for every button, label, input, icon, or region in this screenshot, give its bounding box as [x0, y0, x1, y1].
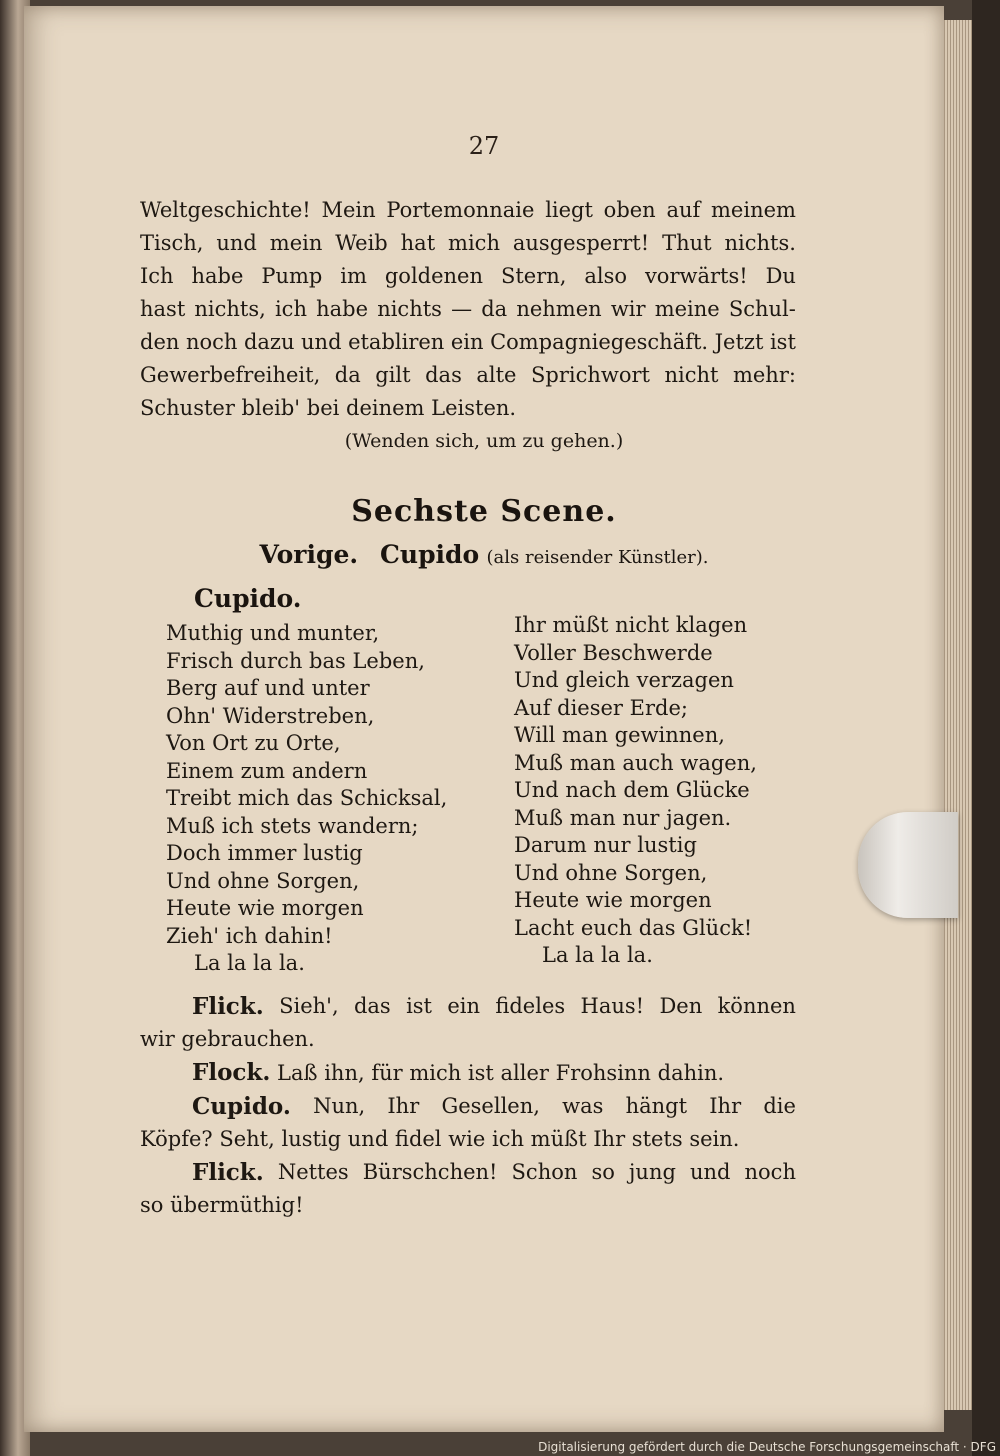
word: habe: [191, 264, 244, 288]
word: Ihr: [709, 1094, 742, 1118]
word: können: [717, 994, 796, 1018]
word: Ihr: [387, 1094, 420, 1118]
song-speaker: Cupido.: [194, 584, 302, 613]
speaker-name: Flick.: [192, 1159, 264, 1186]
word: liegt: [545, 198, 593, 222]
prose-line: [140, 227, 796, 260]
word: —: [451, 297, 473, 321]
song-column-left: [166, 620, 447, 978]
word: gilt: [375, 363, 411, 387]
prose-line-last: Schuster bleib' bei deinem Leisten.: [140, 396, 517, 420]
speaker-name: Cupido.: [192, 1093, 291, 1120]
prose-line: [140, 293, 796, 326]
word: ich: [274, 297, 307, 321]
word: mein: [269, 231, 323, 255]
cast-vorige: Vorige.: [259, 540, 359, 569]
song-line: Will man gewinnen,: [514, 723, 725, 747]
word: da: [334, 363, 361, 387]
scene-title: Sechste Scene.: [351, 494, 617, 529]
word: Nun,: [313, 1094, 366, 1118]
word: fideles: [495, 994, 566, 1018]
word: Nettes: [277, 1160, 349, 1184]
song-line: Ihr müßt nicht klagen: [514, 613, 748, 637]
prose-top: [140, 194, 796, 425]
dialogue-line: [140, 1090, 796, 1123]
word: dazu: [243, 330, 295, 354]
word: Thut: [662, 231, 712, 255]
word: das: [425, 363, 462, 387]
word: Schul-: [728, 297, 796, 321]
word: Gewerbefreiheit,: [140, 363, 321, 387]
word: nehmen: [516, 297, 602, 321]
book-cover-edge: [972, 0, 1000, 1456]
word: nichts,: [194, 297, 266, 321]
page-clip: [858, 812, 958, 918]
song-line: Berg auf und unter: [166, 676, 370, 700]
song-line: Einem zum andern: [166, 758, 368, 783]
word: goldenen: [384, 264, 484, 288]
word: ist: [406, 994, 432, 1018]
word: noch: [185, 330, 238, 354]
word: ausgesperrt!: [512, 231, 650, 255]
song-line: Und gleich verzagen: [514, 668, 734, 692]
word: und: [689, 1160, 731, 1184]
song-line: Doch immer lustig: [166, 841, 363, 865]
word: Sieh',: [279, 994, 339, 1018]
cast-list: [24, 540, 944, 569]
dialogue-line: so übermüthig!: [140, 1193, 304, 1217]
word: alte: [476, 363, 517, 387]
word: hast: [140, 297, 186, 321]
song-line: Muß man nur jagen.: [514, 805, 732, 830]
word: den: [140, 330, 180, 354]
word: mehr:: [732, 363, 796, 387]
word: Den: [659, 994, 703, 1018]
word: meinem: [711, 198, 796, 222]
song-line: Darum nur lustig: [514, 833, 697, 857]
word: Weib: [335, 231, 388, 255]
song-line: Zieh' ich dahin!: [166, 923, 333, 948]
word: so: [591, 1160, 615, 1184]
book-page: [24, 6, 944, 1432]
prose-line: [140, 260, 796, 293]
word: und: [216, 231, 257, 255]
word: Schon: [511, 1160, 578, 1184]
word: da: [481, 297, 508, 321]
page-number: 27: [468, 132, 500, 160]
dialogue-text: Laß ihn, für mich ist aller Frohsinn dahin.: [277, 1061, 725, 1085]
song-line: Muthig und munter,: [166, 621, 380, 645]
word: etabliren: [348, 330, 445, 354]
word: Pump: [261, 264, 323, 288]
dialogue-line: [140, 1056, 796, 1090]
speaker-flock: Flock.: [192, 1059, 271, 1086]
word: Mein: [321, 198, 376, 222]
word: die: [763, 1094, 796, 1118]
word: oben: [603, 198, 656, 222]
word: ein: [447, 994, 481, 1018]
dialogue-line: wir gebrauchen.: [140, 1027, 315, 1051]
stage-direction: (Wenden sich, um zu gehen.): [344, 430, 624, 452]
word: hängt: [625, 1094, 688, 1118]
song-column-right: [514, 612, 757, 970]
prose-line: [140, 194, 796, 227]
dialogue-line: [140, 1156, 796, 1189]
prose-line: [140, 326, 796, 359]
word: Ich: [140, 264, 174, 288]
dialogue-line: Köpfe? Seht, lustig und fidel wie ich müßt Ihr stets sein.: [140, 1127, 740, 1151]
word: hat: [400, 231, 436, 255]
word: was: [562, 1094, 604, 1118]
song-refrain: La la la la.: [542, 943, 653, 967]
word: Gesellen,: [441, 1094, 540, 1118]
cast-note: (als reisender Künstler).: [486, 547, 709, 568]
cast-cupido: Cupido: [380, 540, 480, 569]
song-line: Muß ich stets wandern;: [166, 813, 419, 838]
word: Bürschchen!: [362, 1160, 498, 1184]
word: mich: [448, 231, 500, 255]
word: wir: [610, 297, 646, 321]
prose-line: [140, 359, 796, 392]
song-line: Frisch durch bas Leben,: [166, 648, 425, 673]
word: Sprichwort: [531, 363, 650, 387]
word: Haus!: [580, 994, 645, 1018]
word: und: [301, 330, 342, 354]
speaker-name: Flick.: [192, 993, 264, 1020]
song-line: Lacht euch das Glück!: [514, 915, 753, 940]
word: vorwärts!: [644, 264, 748, 288]
song-line: Ohn' Widerstreben,: [166, 703, 375, 728]
footer-credit: Digitalisierung gefördert durch die Deutsche Forschungsgemeinschaft · DFG: [538, 1440, 996, 1454]
song-refrain: La la la la.: [194, 951, 305, 975]
word: nicht: [664, 363, 719, 387]
song-line: Und ohne Sorgen,: [514, 860, 708, 885]
song-line: Muß man auch wagen,: [514, 750, 757, 775]
word: Compagniegeschäft.: [490, 330, 709, 354]
word: nichts.: [724, 231, 796, 255]
page-edges: [942, 20, 972, 1410]
word: noch: [744, 1160, 796, 1184]
song-line: Und nach dem Glücke: [514, 778, 750, 802]
word: Portemonnaie: [386, 198, 535, 222]
word: Du: [765, 264, 796, 288]
word: habe: [316, 297, 369, 321]
word: Tisch,: [140, 231, 204, 255]
song-line: Von Ort zu Orte,: [166, 731, 341, 755]
word: nichts: [377, 297, 442, 321]
dialogue-line: [140, 990, 796, 1023]
word: auf: [666, 198, 701, 222]
song-line: Treibt mich das Schicksal,: [166, 786, 448, 810]
song-line: Auf dieser Erde;: [514, 695, 688, 720]
song-line: Voller Beschwerde: [514, 640, 713, 665]
word: meine: [654, 297, 720, 321]
song-line: Heute wie morgen: [166, 896, 364, 920]
song-line: Heute wie morgen: [514, 888, 712, 912]
word: also: [584, 264, 628, 288]
word: jung: [628, 1160, 676, 1184]
word: das: [353, 994, 391, 1018]
word: ein: [450, 330, 484, 354]
song-line: Und ohne Sorgen,: [166, 868, 360, 893]
word: ist: [769, 330, 796, 354]
dialogue: [140, 990, 796, 1222]
word: Jetzt: [714, 330, 764, 354]
word: Stern,: [500, 264, 567, 288]
word: im: [340, 264, 367, 288]
word: Weltgeschichte!: [140, 198, 311, 222]
